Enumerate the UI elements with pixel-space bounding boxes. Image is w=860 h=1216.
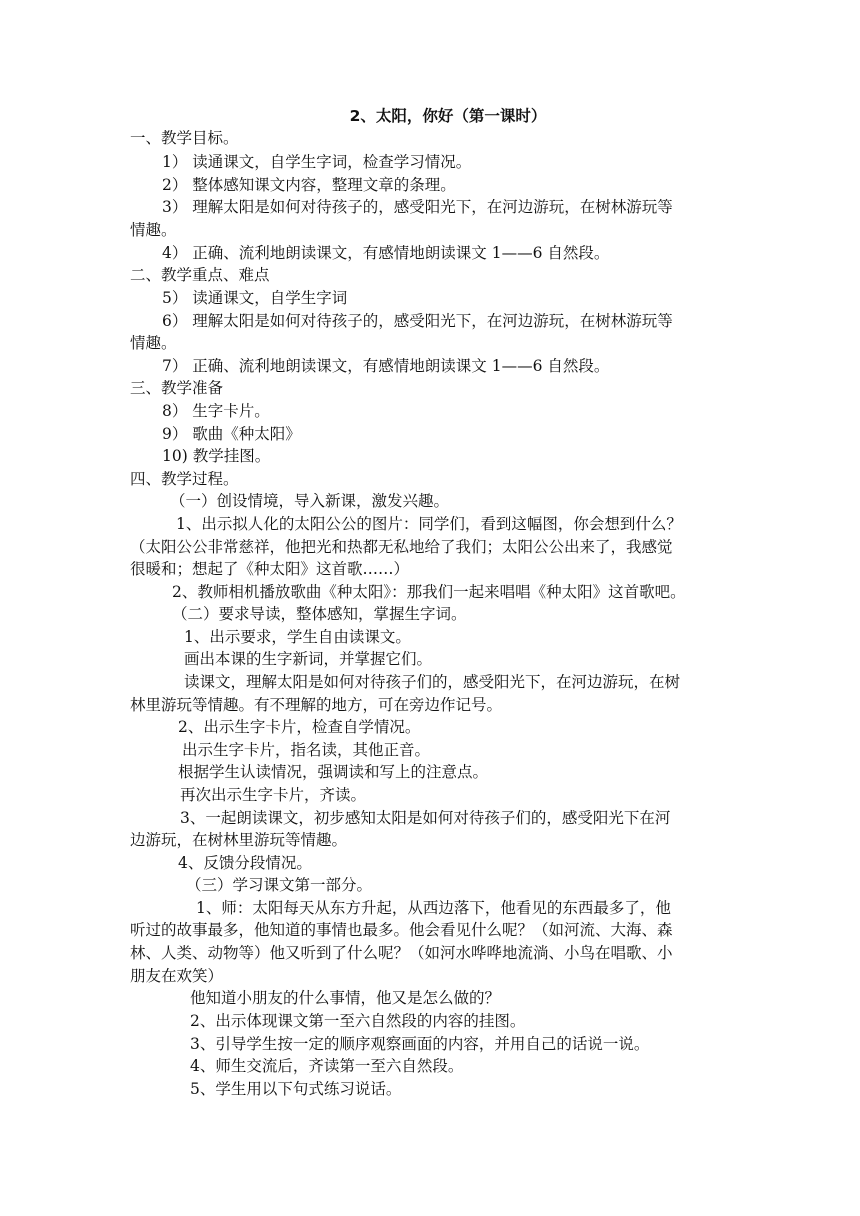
text-line: （三）学习课文第一部分。 [186,876,373,894]
text-line: 画出本课的生字新词，并掌握它们。 [184,650,433,668]
text-line: 根据学生认读情况，强调读和写上的注意点。 [178,763,489,781]
text-line: 林里游玩等情趣。有不理解的地方，可在旁边作记号。 [130,696,503,714]
text-line: 4、师生交流后，齐读第一至六自然段。 [190,1057,464,1075]
text-line: （二）要求导读，整体感知，掌握生字词。 [172,605,467,623]
text-line: 情趣。 [130,221,177,239]
text-line: 林、人类、动物等）他又听到了什么呢？（如河水哗哗地流淌、小鸟在唱歌、小 [130,944,673,962]
text-line: 3、一起朗读课文，初步感知太阳是如何对待孩子们的，感受阳光下在河 [180,809,671,827]
text-line: 1） 读通课文，自学生字词，检查学习情况。 [162,153,472,171]
text-line: 1、出示拟人化的太阳公公的图片：同学们，看到这幅图，你会想到什么？ [176,515,682,533]
text-line: （一）创设情境，导入新课，激发兴趣。 [170,492,450,510]
text-line: 2） 整体感知课文内容，整理文章的条理。 [162,176,456,194]
text-line: 读课文，理解太阳是如何对待孩子们的，感受阳光下，在河边游玩，在树 [184,673,681,691]
text-line: 再次出示生字卡片，齐读。 [180,786,367,804]
text-line: 1、师：太阳每天从东方升起，从西边落下，他看见的东西最多了，他 [196,899,671,917]
text-line: 7） 正确、流利地朗读课文，有感情地朗读课文 1——6 自然段。 [162,357,610,375]
text-line: 出示生字卡片，指名读，其他正音。 [182,741,431,759]
text-line: 4） 正确、流利地朗读课文，有感情地朗读课文 1——6 自然段。 [162,244,610,262]
text-line: 1、出示要求，学生自由读课文。 [184,628,411,646]
text-line: 5、学生用以下句式练习说话。 [190,1080,402,1098]
text-line: 三、教学准备 [130,379,224,397]
text-line: 一、教学目标。 [130,129,239,147]
text-line: 3） 理解太阳是如何对待孩子的，感受阳光下，在河边游玩，在树林游玩等 [162,198,673,216]
text-line: 朋友在欢笑） [130,967,224,985]
text-line: 5） 读通课文，自学生字词 [162,289,348,307]
text-line: 很暖和；想起了《种太阳》这首歌……） [130,560,410,578]
text-line: 4、反馈分段情况。 [178,854,312,872]
text-line: 2、教师相机播放歌曲《种太阳》：那我们一起来唱唱《种太阳》这首歌吧。 [172,583,686,601]
text-line: 2、出示生字卡片，检查自学情况。 [178,718,421,736]
text-line: 8） 生字卡片。 [162,402,270,420]
text-line: 边游玩，在树林里游玩等情趣。 [130,831,348,849]
text-line: 二、教学重点、难点 [130,266,270,284]
text-line: 情趣。 [130,334,177,352]
text-line: 9） 歌曲《种太阳》 [162,425,301,443]
text-line: 他知道小朋友的什么事情，他又是怎么做的？ [190,989,501,1007]
text-line: （太阳公公非常慈祥，他把光和热都无私地给了我们；太阳公公出来了，我感觉 [130,538,673,556]
text-line: 2、出示体现课文第一至六自然段的内容的挂图。 [190,1012,526,1030]
text-line: 3、引导学生按一定的顺序观察画面的内容，并用自己的话说一说。 [190,1035,650,1053]
text-line: 四、教学过程。 [130,470,239,488]
text-line: 10) 教学挂图。 [162,447,271,465]
text-line: 听过的故事最多，他知道的事情也最多。他会看见什么呢？（如河流、大海、森 [130,921,673,939]
text-line: 6） 理解太阳是如何对待孩子的，感受阳光下，在河边游玩，在树林游玩等 [162,312,673,330]
document-title: 2、太阳，你好（第一课时） [349,107,547,125]
